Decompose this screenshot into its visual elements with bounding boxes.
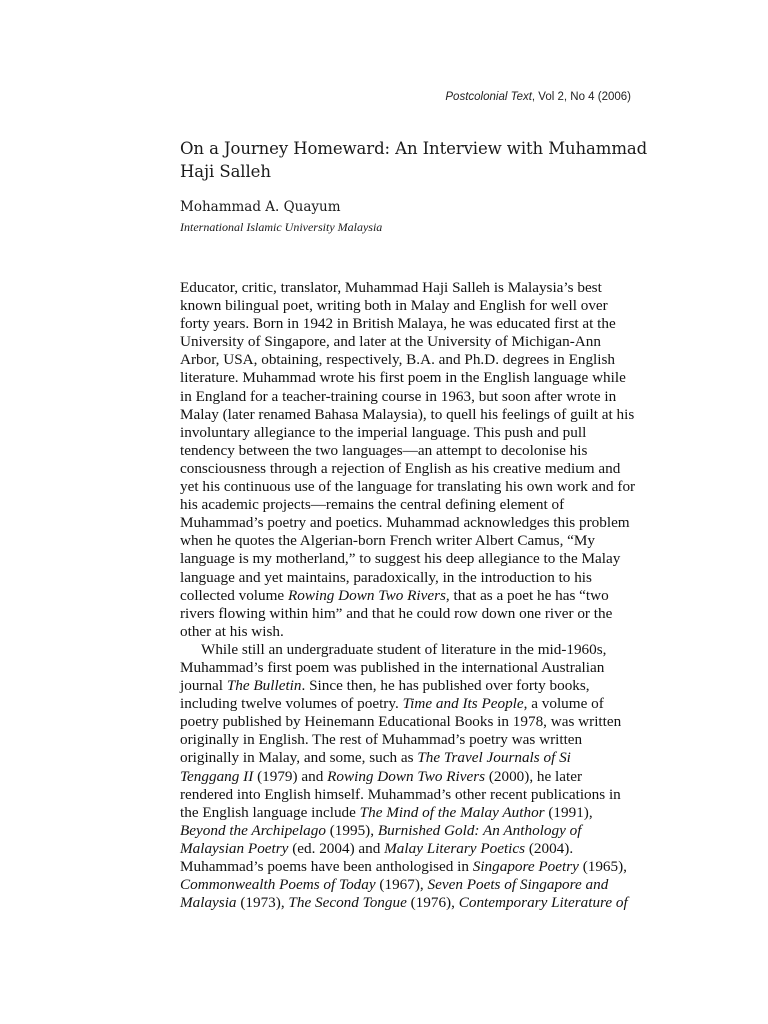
- text-line: [180, 768, 640, 786]
- text-line: [180, 840, 640, 858]
- text-run: (2004).: [525, 839, 574, 857]
- italic-title: Beyond the Archipelago: [180, 821, 326, 839]
- text-run: Malay (later renamed Bahasa Malaysia), to quell his feelings of guilt at his: [180, 405, 635, 423]
- text-run: Muhammad’s poetry and poetics. Muhammad acknowledges this problem: [180, 514, 630, 532]
- text-run: collected volume: [180, 586, 288, 604]
- text-line: [180, 876, 640, 894]
- body-paragraph: [180, 641, 640, 912]
- text-line: [180, 623, 640, 641]
- journal-header: [445, 91, 631, 103]
- text-run: tendency between the two languages—an attempt to decolonise his: [180, 441, 588, 459]
- text-run: , that as a poet he has “two: [445, 586, 609, 604]
- text-run: including twelve volumes of poetry.: [180, 695, 403, 713]
- text-run: Arbor, USA, obtaining, respectively, B.A. and Ph.D. degrees in English: [180, 351, 615, 369]
- text-run: language and yet maintains, paradoxically, in the introduction to his: [180, 568, 592, 586]
- italic-title: Singapore Poetry: [472, 858, 579, 875]
- author-name: Mohammad A. Quayum: [180, 199, 341, 215]
- text-run: (1979) and: [253, 767, 328, 785]
- text-line: [180, 587, 640, 605]
- title-line-1: On a Journey Homeward: An Interview with Muhammad: [180, 139, 648, 158]
- italic-title: Seven Poets of Singapore and: [427, 876, 609, 894]
- text-run: consciousness through a rejection of English as his creative medium and: [180, 459, 621, 477]
- text-run: other at his wish.: [180, 622, 284, 640]
- text-run: (ed. 2004) and: [288, 839, 385, 857]
- italic-title: The Mind of the Malay Author: [359, 803, 545, 821]
- italic-title: The Second Tongue: [288, 894, 407, 912]
- italic-title: Malaysian Poetry: [180, 839, 289, 857]
- text-run: journal: [180, 677, 227, 695]
- text-run: University of Singapore, and later at the University of Michigan-Ann: [180, 333, 601, 351]
- text-line: [180, 369, 640, 387]
- text-run: his academic projects—remains the central defining element of: [180, 496, 565, 514]
- text-line: [180, 605, 640, 623]
- italic-title: Contemporary Literature of: [458, 894, 628, 912]
- text-line: [180, 514, 640, 532]
- text-run: language is my motherland,” to suggest his deep allegiance to the Malay: [180, 550, 621, 568]
- italic-title: Time and Its People: [402, 695, 524, 713]
- text-run: involuntary allegiance to the imperial language. This push and pull: [180, 423, 587, 441]
- text-line: [180, 388, 640, 406]
- text-run: when he quotes the Algerian-born French writer Albert Camus, “My: [180, 532, 596, 550]
- text-run: originally in English. The rest of Muhammad’s poetry was written: [180, 731, 583, 749]
- italic-title: Malay Literary Poetics: [384, 839, 526, 857]
- text-run: While still an undergraduate student of literature in the mid-1960s,: [201, 640, 607, 658]
- italic-title: Rowing Down Two Rivers: [287, 586, 446, 604]
- text-line: [180, 297, 640, 315]
- body-paragraph: [180, 279, 640, 641]
- text-line: [180, 532, 640, 550]
- text-line: [180, 550, 640, 568]
- text-line: [180, 641, 640, 659]
- text-line: [180, 858, 640, 876]
- text-run: . Since then, he has published over forty books,: [301, 677, 590, 695]
- text-line: [180, 786, 640, 804]
- article-body: [180, 279, 640, 912]
- text-line: [180, 406, 640, 424]
- text-run: (2000), he later: [485, 767, 583, 785]
- italic-title: The Bulletin: [226, 677, 302, 695]
- author-affiliation: International Islamic University Malaysia: [180, 220, 383, 234]
- text-line: [180, 279, 640, 297]
- text-run: , a volume of: [523, 695, 604, 713]
- text-run: originally in Malay, and some, such as: [180, 749, 418, 767]
- journal-issue: , Vol 2, No 4 (2006): [531, 91, 631, 103]
- text-run: rivers flowing within him” and that he could row down one river or the: [180, 604, 613, 622]
- text-run: (1965),: [578, 858, 627, 875]
- text-line: [180, 659, 640, 677]
- text-line: [180, 351, 640, 369]
- text-line: [180, 731, 640, 749]
- text-run: known bilingual poet, writing both in Malay and English for well over: [180, 297, 608, 315]
- text-line: [180, 822, 640, 840]
- text-line: [180, 333, 640, 351]
- text-line: [180, 804, 640, 822]
- text-line: [180, 569, 640, 587]
- text-line: [180, 749, 640, 767]
- text-line: [180, 460, 640, 478]
- text-run: forty years. Born in 1942 in British Malaya, he was educated first at the: [180, 315, 616, 333]
- text-line: [180, 713, 640, 731]
- italic-title: Commonwealth Poems of Today: [180, 876, 376, 894]
- text-run: Muhammad’s poems have been anthologised in: [180, 858, 473, 875]
- italic-title: Tenggang II: [180, 767, 254, 785]
- text-run: (1973),: [236, 894, 289, 912]
- text-run: in England for a teacher-training course in 1963, but soon after wrote in: [180, 387, 617, 405]
- text-run: the English language include: [180, 803, 360, 821]
- journal-name: Postcolonial Text: [445, 91, 532, 103]
- text-run: yet his continuous use of the language for translating his own work and for: [180, 478, 636, 496]
- title-line-2: Haji Salleh: [180, 162, 271, 181]
- text-line: [180, 496, 640, 514]
- text-line: [180, 424, 640, 442]
- text-run: rendered into English himself. Muhammad’s other recent publications in: [180, 785, 621, 803]
- text-run: (1976),: [406, 894, 459, 912]
- text-line: [180, 315, 640, 333]
- italic-title: Rowing Down Two Rivers: [327, 767, 486, 785]
- text-run: literature. Muhammad wrote his first poem in the English language while: [180, 369, 626, 387]
- text-run: (1995),: [325, 821, 378, 839]
- text-run: poetry published by Heinemann Educational Books in 1978, was written: [180, 713, 622, 731]
- italic-title: Burnished Gold: An Anthology of: [377, 821, 582, 839]
- text-line: [180, 894, 640, 912]
- text-run: (1967),: [375, 876, 428, 894]
- text-line: [180, 478, 640, 496]
- article-title: [180, 137, 660, 183]
- text-run: Educator, critic, translator, Muhammad Haji Salleh is Malaysia’s best: [180, 279, 602, 296]
- text-line: [180, 695, 640, 713]
- text-run: Muhammad’s first poem was published in the international Australian: [180, 658, 605, 676]
- italic-title: Malaysia: [180, 894, 237, 912]
- italic-title: The Travel Journals of Si: [417, 749, 571, 767]
- text-line: [180, 677, 640, 695]
- text-run: (1991),: [544, 803, 593, 821]
- text-line: [180, 442, 640, 460]
